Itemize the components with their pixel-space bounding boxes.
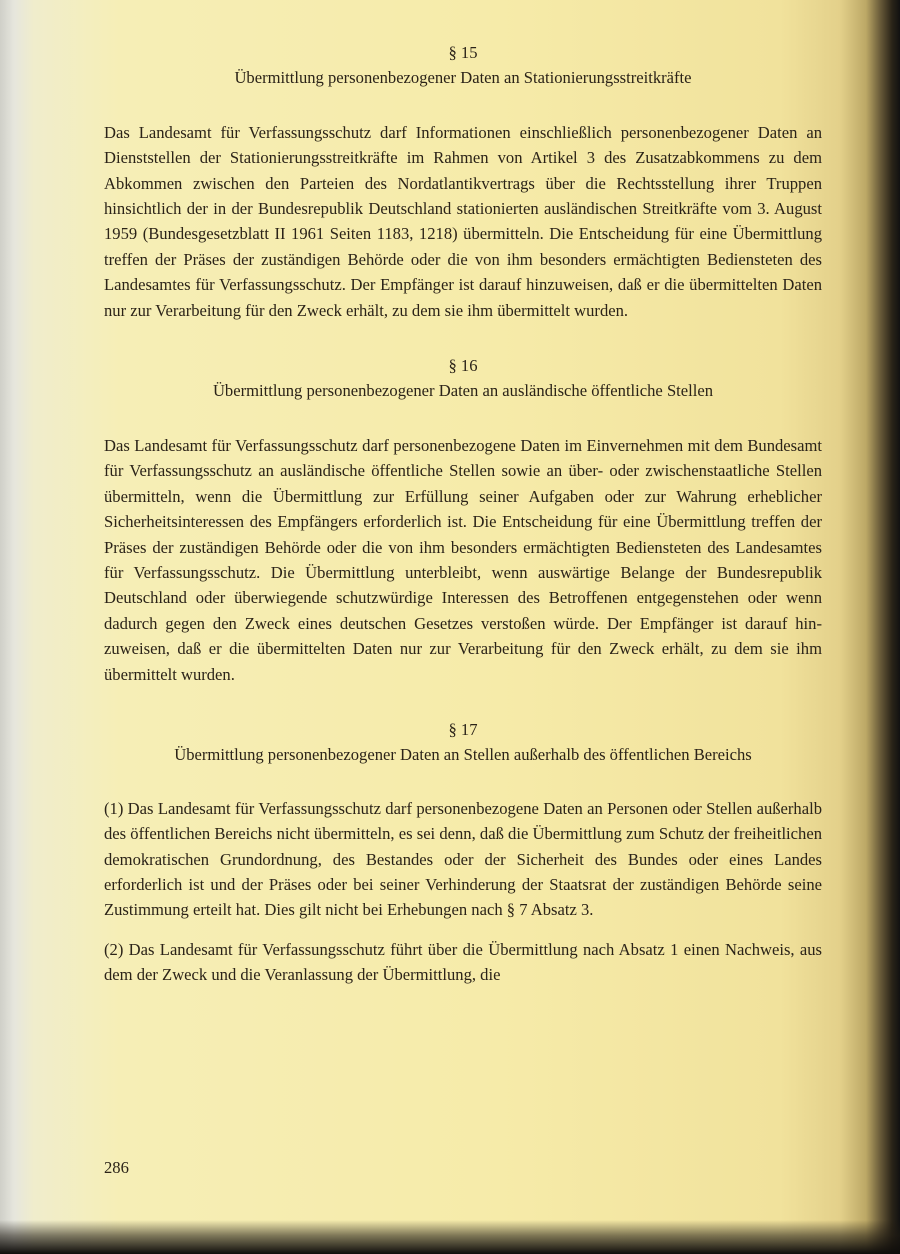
section-16-number: § 16	[448, 356, 478, 376]
section-17	[104, 717, 822, 988]
section-17-title: Übermittlung personenbezogener Daten an Stellen außerhalb des öffentlichen Bereichs	[174, 745, 752, 765]
section-16-title: Übermittlung personenbezogener Daten an ausländische öffentliche Stellen	[212, 381, 714, 401]
section-17-number: § 17	[448, 719, 478, 739]
page-content	[104, 40, 822, 988]
section-15-paragraph: Das Landesamt für Verfassungsschutz darf Informationen einschließlich personenbezogener Daten an Dienststellen der Stationierungsstreitkräfte im Rahmen von Artikel 3 des Zusatzabkommens zu dem Abkommen zwischen den Parteien des Nordatlantikvertrags über die Rechtsstellung ihrer Truppen hinsichtlich der in der Bundesrepublik Deutschland stationierten ausländischen Streitkräfte vom 3. August 1959 (Bundesgesetzblatt II 1961 Seiten 1183, 1218) übermitteln. Die Entscheidung für eine Übermittlung treffen der Präses der zuständigen Behörde oder die von ihm besonders ermächtigten Bediensteten des Landesamtes für Verfassungsschutz. Der Empfänger ist darauf hinzuweisen, daß er die übermittelten Daten nur zur Verarbeitung für den Zweck erhält, zu dem sie ihm übermittelt wurden.	[104, 122, 822, 320]
section-17-paragraph-2: (2) Das Landesamt für Verfassungsschutz führt über die Übermittlung nach Absatz 1 einen Nachweis, aus dem der Zweck und die Veranlassung der Übermittlung, die	[104, 939, 822, 985]
section-15-title: Übermittlung personenbezogener Daten an Stationierungsstreitkräfte	[234, 68, 692, 88]
section-17-paragraph-1: (1) Das Landesamt für Verfassungsschutz darf personenbezogene Daten an Personen oder Stellen außerhalb des öffentlichen Bereichs nicht übermitteln, es sei denn, daß die Übermittlung zum Schutz der freiheitlichen demokratischen Grundordnung, des Bestandes oder der Sicherheit des Bundes oder eines Landes erforderlich ist und der Präses oder bei seiner Verhinderung der Staatsrat der zuständigen Behörde seine Zustimmung erteilt hat. Dies gilt nicht bei Erhebungen nach § 7 Absatz 3.	[104, 798, 822, 920]
section-15	[104, 40, 822, 323]
section-16-paragraph: Das Landesamt für Verfassungsschutz darf personenbezogene Daten im Einvernehmen mit dem Bundesamt für Verfassungsschutz an ausländische öffentliche Stellen sowie an über- oder zwischenstaatliche Stellen übermitteln, wenn die Übermittlung zur Erfüllung seiner Aufgaben oder zur Wahrung erheblicher Sicherheitsinteressen des Empfängers erforderlich ist. Die Entscheidung für eine Übermittlung treffen der Präses der zuständigen Behörde oder die von ihm besonders ermächtigten Bediensteten des Landesamtes für Verfassungsschutz. Die Übermittlung unterbleibt, wenn auswärtige Belange der Bundesrepublik Deutschland oder überwiegende schutzwürdige Interessen des Betroffenen entgegenstehen oder wenn dadurch gegen den Zweck eines deutschen Gesetzes verstoßen würde. Der Empfänger ist darauf hinzuweisen, daß er die übermittelten Daten nur zur Verarbeitung für den Zweck erhält, zu dem sie ihm übermittelt wurden.	[104, 435, 822, 684]
section-16	[104, 353, 822, 687]
section-15-number: § 15	[448, 43, 478, 62]
page-number: 286	[104, 1158, 129, 1177]
